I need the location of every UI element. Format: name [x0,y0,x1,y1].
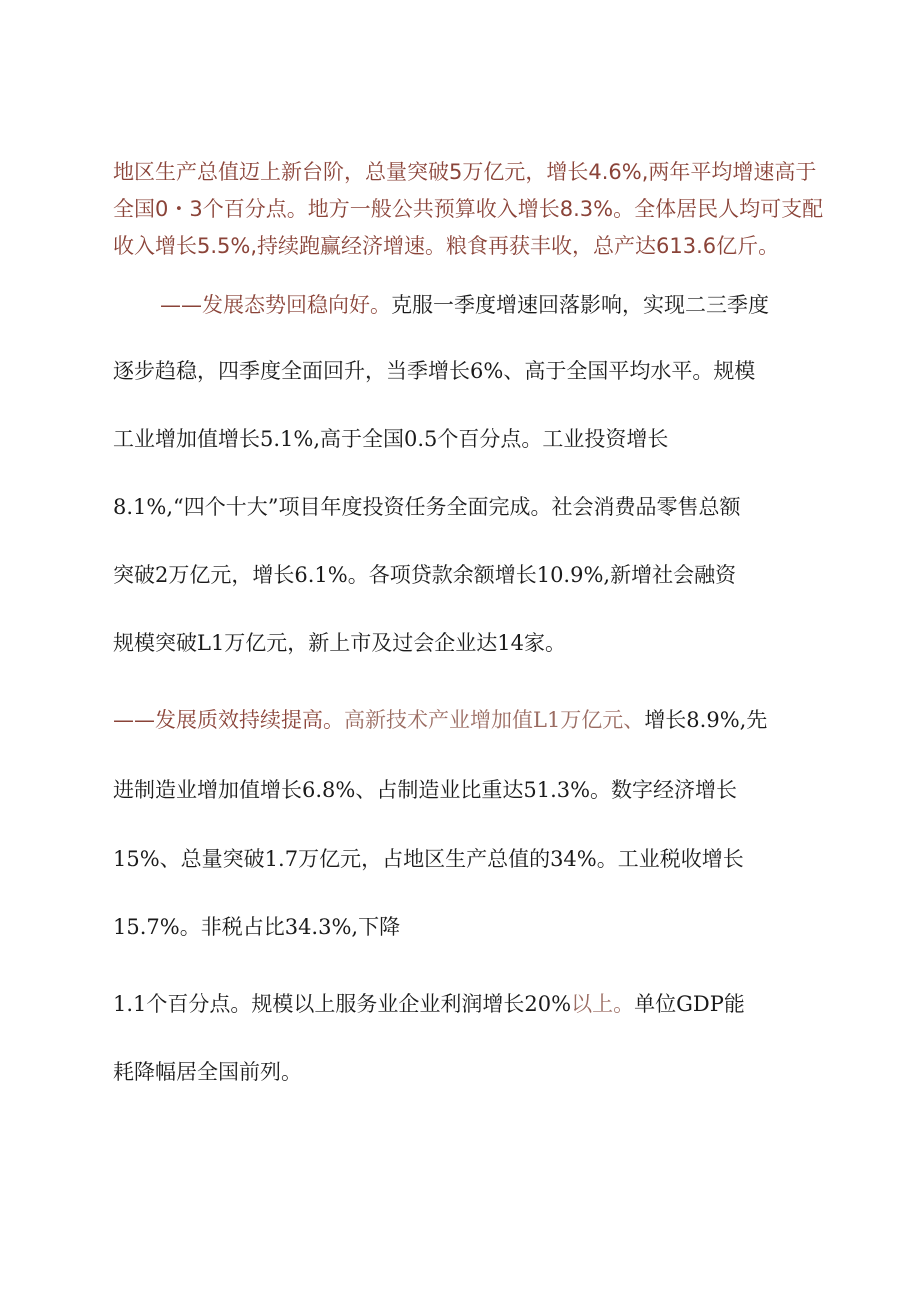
section1-line1-text: 克服一季度增速回落影响，实现二三季度 [391,293,769,317]
section3-first-line [113,990,745,1018]
section2-line-3: 15%、总量突破1.7万亿元，占地区生产总值的34%。工业税收增长 [113,847,744,871]
section2-heading: ——发展质效持续提高。 [113,708,344,732]
section2-first-line [113,706,767,734]
section1-first-line [160,291,769,319]
section3-highlight: 以上。 [571,992,635,1016]
section1-heading: ——发展态势回稳向好。 [160,293,391,317]
section1-line-5: 突破2万亿元，增长6.1%。各项贷款余额增长10.9%,新增社会融资 [113,563,737,587]
section3-line1-end: 单位GDP能 [634,992,745,1016]
section3-line1-text: 1.1个百分点。规模以上服务业企业利润增长20% [113,992,572,1016]
intro-line-2: 全国0・3个百分点。地方一般公共预算收入增长8.3%。全体居民人均可支配 [113,197,824,221]
intro-line-3: 收入增长5.5%,持续跑赢经济增速。粮食再获丰收，总产达613.6亿斤。 [113,234,780,258]
intro-line-1: 地区生产总值迈上新台阶，总量突破5万亿元，增长4.6%,两年平均增速高于 [113,160,817,184]
section2-highlight: 高新技术产业增加值L1万亿元、 [344,708,645,732]
section2-line1-text: 增长8.9%,先 [644,708,768,732]
section1-line-3: 工业增加值增长5.1%,高于全国0.5个百分点。工业投资增长 [113,427,669,451]
section1-line-2: 逐步趋稳，四季度全面回升，当季增长6%、高于全国平均水平。规模 [113,359,756,383]
section2-line-4: 15.7%。非税占比34.3%,下降 [113,915,401,939]
section1-line-4: 8.1%,“四个十大”项目年度投资任务全面完成。社会消费品零售总额 [113,495,741,519]
section1-line-6: 规模突破L1万亿元，新上市及过会企业达14家。 [113,631,567,655]
section2-line-2: 进制造业增加值增长6.8%、占制造业比重达51.3%。数字经济增长 [113,778,738,802]
section3-line-2: 耗降幅居全国前列。 [113,1060,302,1084]
